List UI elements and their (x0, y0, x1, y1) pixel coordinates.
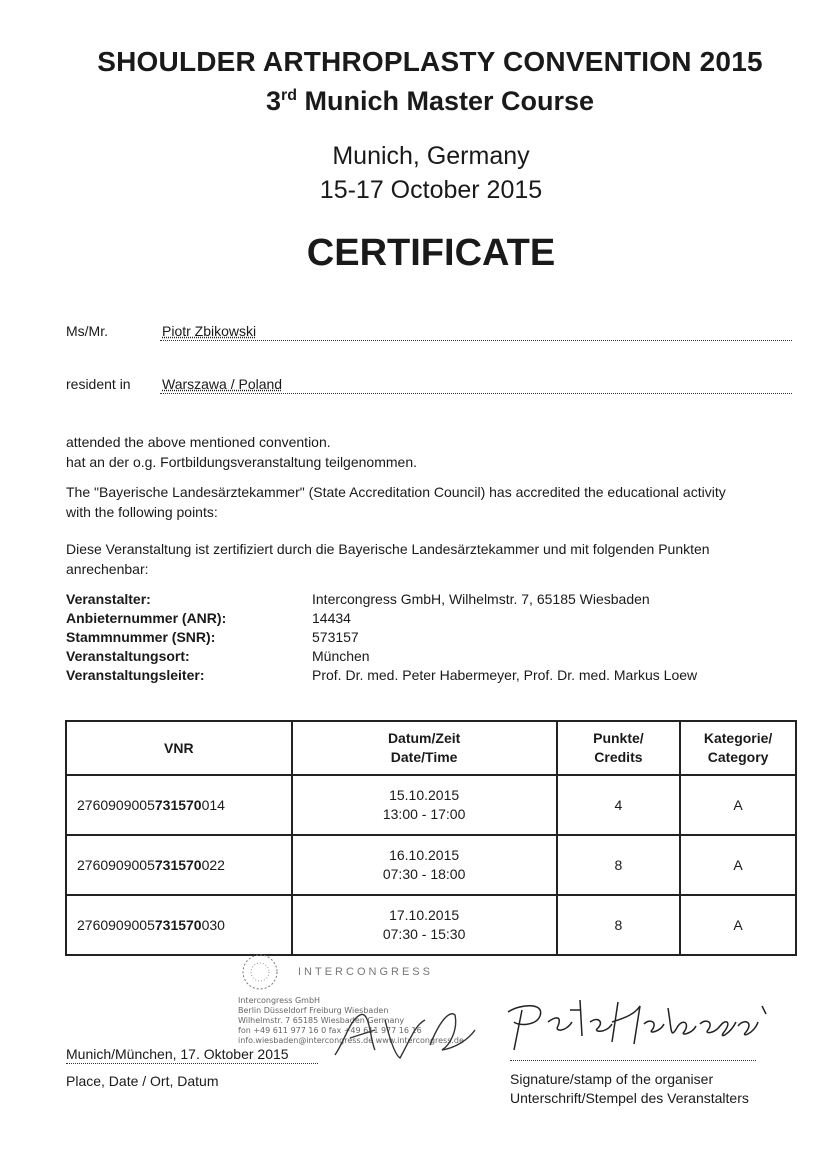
event-dates: 15-17 October 2015 (319, 176, 543, 204)
date-time-cell (292, 775, 557, 835)
accreditation-english-line2: with the following points: (66, 504, 218, 520)
date-time-cell (292, 895, 557, 955)
info-key-provider-number: Anbieternummer (ANR): (66, 610, 227, 626)
course-name: Munich Master Course (296, 86, 595, 116)
credits-cell: 4 (557, 775, 681, 835)
header-credits-de: Punkte/ (593, 730, 644, 746)
event-location: Munich, Germany (332, 142, 530, 170)
table-header-row (66, 721, 796, 775)
stamp-email: info.wiesbaden@intercongress.de www.intercongress.de (238, 1036, 464, 1045)
signature-label-german: Unterschrift/Stempel des Veranstalters (510, 1090, 749, 1106)
info-key-venue: Veranstaltungsort: (66, 648, 190, 664)
vnr-master-part: 731570 (154, 916, 202, 933)
info-value-directors: Prof. Dr. med. Peter Habermeyer, Prof. Dr. med. Markus Loew (312, 667, 698, 683)
certificate-heading: CERTIFICATE (306, 232, 556, 274)
vnr-cell (66, 835, 292, 895)
accreditation-german-line1: Diese Veranstaltung ist zertifiziert durch die Bayerische Landesärztekammer und mit folgenden Punkten (66, 541, 710, 557)
attended-english: attended the above mentioned convention. (66, 434, 331, 450)
header-date-en: Date/Time (390, 749, 458, 765)
info-key-master-number: Stammnummer (SNR): (66, 629, 216, 645)
event-info-keys (66, 590, 226, 685)
vnr-prefix: 2760909005 (77, 856, 155, 873)
header-date-time (292, 721, 557, 775)
credits-cell: 8 (557, 895, 681, 955)
stamp-phone: fon +49 611 977 16 0 fax +49 611 977 16 16 (238, 1026, 422, 1035)
header-category-de: Kategorie/ (703, 730, 773, 746)
vnr-master-part: 731570 (154, 856, 202, 873)
session-date: 16.10.2015 (389, 847, 460, 863)
residence-label: resident in (66, 376, 131, 392)
header-credits-en: Credits (594, 749, 643, 765)
place-date-value: Munich/München, 17. Oktober 2015 (66, 1046, 289, 1062)
header-category-en: Category (707, 749, 769, 765)
course-ordinal-suffix: rd (280, 87, 297, 104)
category-cell: A (680, 835, 796, 895)
info-value-organizer: Intercongress GmbH, Wilhelmstr. 7, 65185 Wiesbaden (312, 591, 650, 607)
stamp-brand: INTERCONGRESS (298, 966, 433, 978)
table-row (66, 835, 796, 895)
course-number: 3 (265, 86, 281, 116)
course-title (0, 86, 826, 117)
attended-german: hat an der o.g. Fortbildungsveranstaltung teilgenommen. (66, 454, 417, 470)
signature-line (510, 1060, 756, 1061)
vnr-prefix: 2760909005 (77, 916, 155, 933)
header-category (680, 721, 796, 775)
participant-name: Piotr Zbikowski (162, 323, 257, 339)
table-row (66, 775, 796, 835)
vnr-master-part: 731570 (154, 796, 202, 813)
signature-label-english: Signature/stamp of the organiser (510, 1071, 714, 1087)
vnr-suffix: 022 (201, 856, 225, 873)
handwritten-initials-icon (330, 1000, 480, 1070)
vnr-cell (66, 775, 292, 835)
event-info-values (312, 590, 697, 685)
stamp-logo-icon (232, 950, 292, 996)
vnr-prefix: 2760909005 (77, 796, 155, 813)
vnr-suffix: 014 (201, 796, 225, 813)
accreditation-english-line1: The "Bayerische Landesärztekammer" (State Accreditation Council) has accredited the educational activity (66, 484, 726, 500)
participant-residence: Warszawa / Poland (162, 376, 283, 392)
accreditation-german-line2: anrechenbar: (66, 561, 149, 577)
place-date-line (66, 1063, 318, 1064)
place-date-label: Place, Date / Ort, Datum (66, 1073, 219, 1089)
stamp-cities: Berlin Düsseldorf Freiburg Wiesbaden (238, 1006, 389, 1015)
table-row (66, 895, 796, 955)
info-value-venue: München (312, 648, 370, 664)
stamp-company: Intercongress GmbH (238, 996, 321, 1005)
session-time: 13:00 - 17:00 (382, 806, 466, 822)
header-vnr: VNR (66, 721, 292, 775)
session-date: 17.10.2015 (389, 907, 460, 923)
vnr-cell (66, 895, 292, 955)
session-time: 07:30 - 15:30 (382, 926, 466, 942)
category-cell: A (680, 775, 796, 835)
convention-title: SHOULDER ARTHROPLASTY CONVENTION 2015 (97, 46, 763, 77)
header-credits (557, 721, 681, 775)
date-time-cell (292, 835, 557, 895)
stamp-address: Wilhelmstr. 7 65185 Wiesbaden Germany (238, 1016, 405, 1025)
info-key-organizer: Veranstalter: (66, 591, 151, 607)
credits-table (65, 720, 797, 956)
info-value-provider-number: 14434 (312, 610, 351, 626)
header-date-de: Datum/Zeit (387, 730, 461, 746)
session-time: 07:30 - 18:00 (382, 866, 466, 882)
info-key-directors: Veranstaltungsleiter: (66, 667, 205, 683)
organizer-signature-icon (500, 992, 770, 1060)
vnr-suffix: 030 (201, 916, 225, 933)
category-cell: A (680, 895, 796, 955)
name-label: Ms/Mr. (66, 323, 108, 339)
credits-cell: 8 (557, 835, 681, 895)
session-date: 15.10.2015 (389, 787, 460, 803)
info-value-master-number: 573157 (312, 629, 359, 645)
